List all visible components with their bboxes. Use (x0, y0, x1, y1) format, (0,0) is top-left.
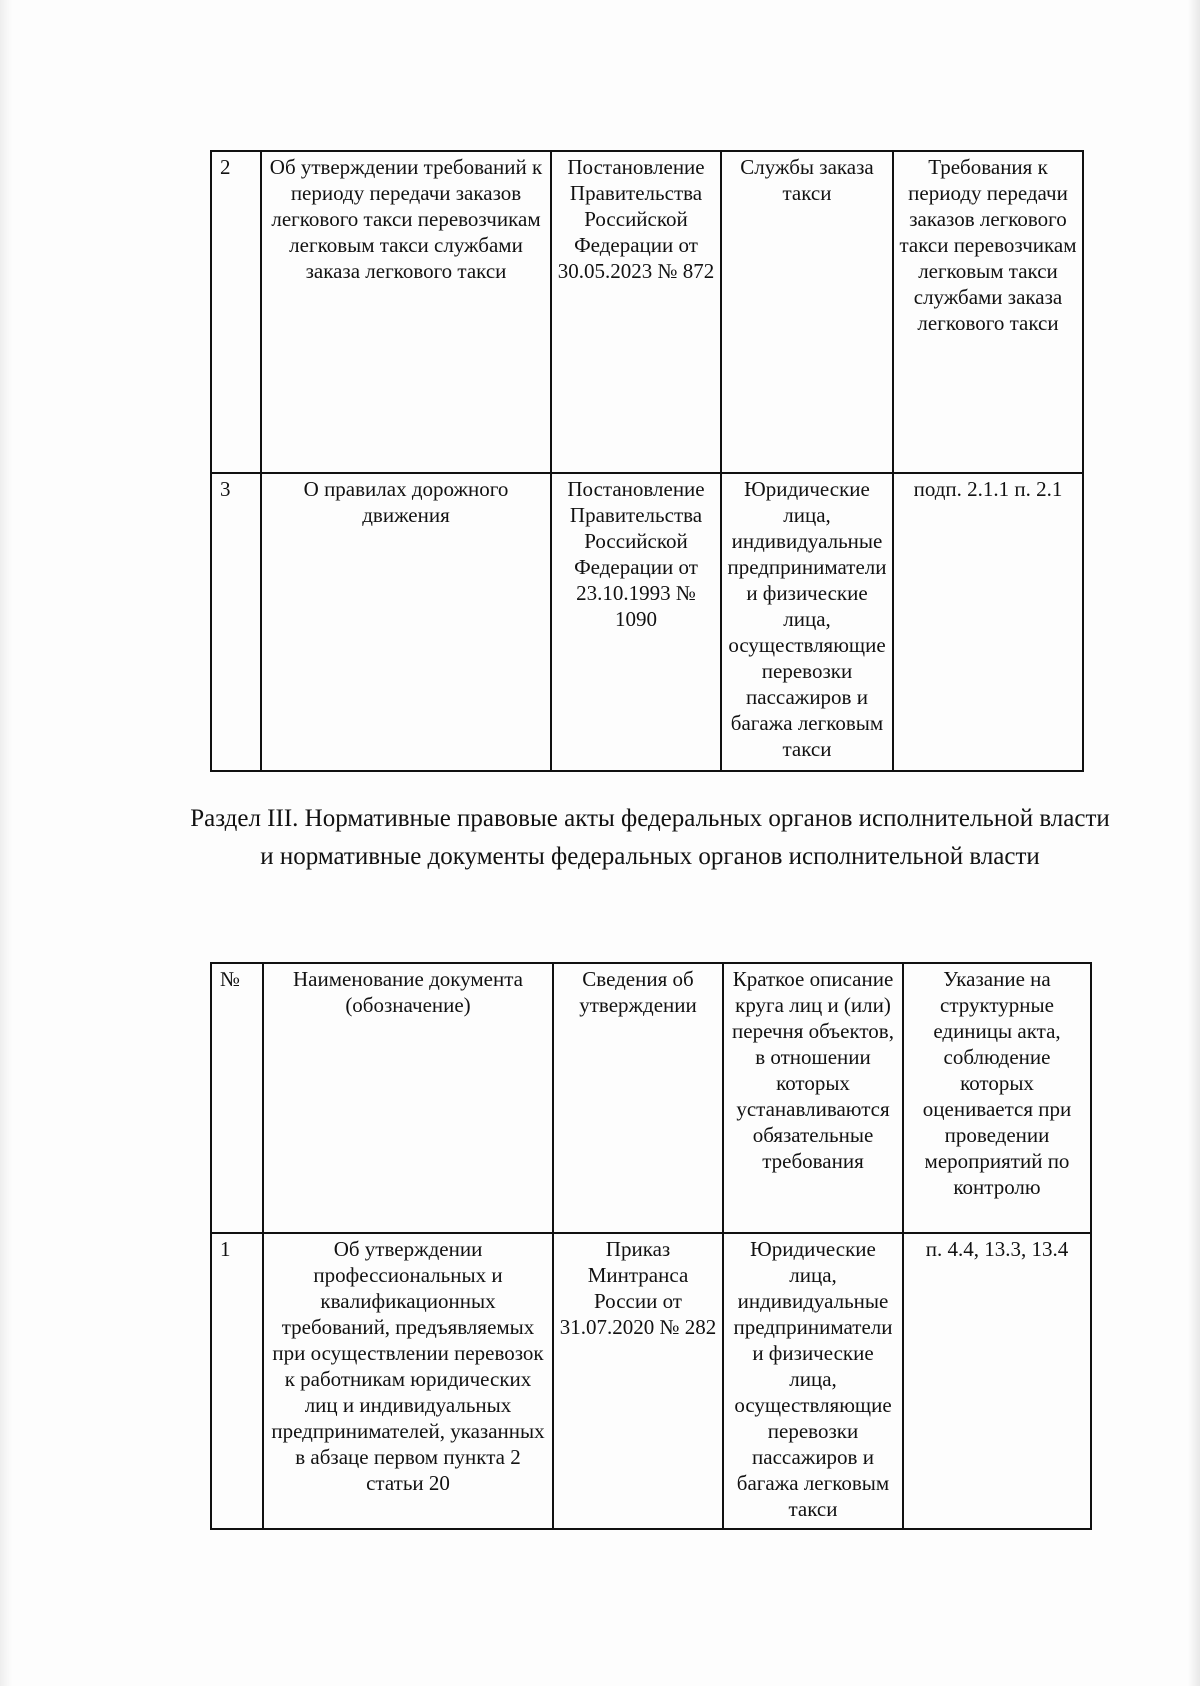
header-document-name: Наименование документа (обозначение) (263, 963, 553, 1233)
scope-description: Юридические лица, индивидуальные предприниматели и физические лица, осуществляющие перевозки пассажиров и багажа легковым такси (723, 1233, 903, 1529)
structural-units: подп. 2.1.1 п. 2.1 (893, 473, 1083, 771)
structural-units: Требования к периоду передачи заказов легкового такси перевозчикам легковым такси службами заказа легкового такси (893, 151, 1083, 473)
regulations-table-continued (210, 150, 1084, 772)
table-row (211, 1233, 1091, 1529)
section-heading: Раздел III. Нормативные правовые акты федеральных органов исполнительной власти и нормативные документы федеральных органов исполнительной власти (190, 805, 1110, 870)
approval-info: Приказ Минтранса России от 31.07.2020 № 282 (553, 1233, 723, 1529)
document-name: Об утверждении профессиональных и квалификационных требований, предъявляемых при осуществлении перевозок к работникам юридических лиц и индивидуальных предпринимателей, указанных в абзаце первом пункта 2 статьи 20 (263, 1233, 553, 1529)
section-three-table (210, 962, 1092, 1530)
approval-info: Постановление Правительства Российской Федерации от 30.05.2023 № 872 (551, 151, 721, 473)
structural-units: п. 4.4, 13.3, 13.4 (903, 1233, 1091, 1529)
scope-description: Службы заказа такси (721, 151, 893, 473)
approval-info: Постановление Правительства Российской Федерации от 23.10.1993 № 1090 (551, 473, 721, 771)
row-number: 2 (211, 151, 261, 473)
row-number: 3 (211, 473, 261, 771)
scan-edge-left (0, 0, 12, 1686)
scope-description: Юридические лица, индивидуальные предприниматели и физические лица, осуществляющие перевозки пассажиров и багажа легковым такси (721, 473, 893, 771)
table-row (211, 473, 1083, 771)
document-name: О правилах дорожного движения (261, 473, 551, 771)
header-approval-info: Сведения об утверждении (553, 963, 723, 1233)
scan-edge-right (1188, 0, 1200, 1686)
document-name: Об утверждении требований к периоду передачи заказов легкового такси перевозчикам легковым такси службами заказа легкового такси (261, 151, 551, 473)
header-scope-description: Краткое описание круга лиц и (или) перечня объектов, в отношении которых устанавливаются обязательные требования (723, 963, 903, 1233)
header-structural-units: Указание на структурные единицы акта, соблюдение которых оценивается при проведении мероприятий по контролю (903, 963, 1091, 1233)
table-row (211, 151, 1083, 473)
table-header-row (211, 963, 1091, 1233)
header-number: № (211, 963, 263, 1233)
row-number: 1 (211, 1233, 263, 1529)
